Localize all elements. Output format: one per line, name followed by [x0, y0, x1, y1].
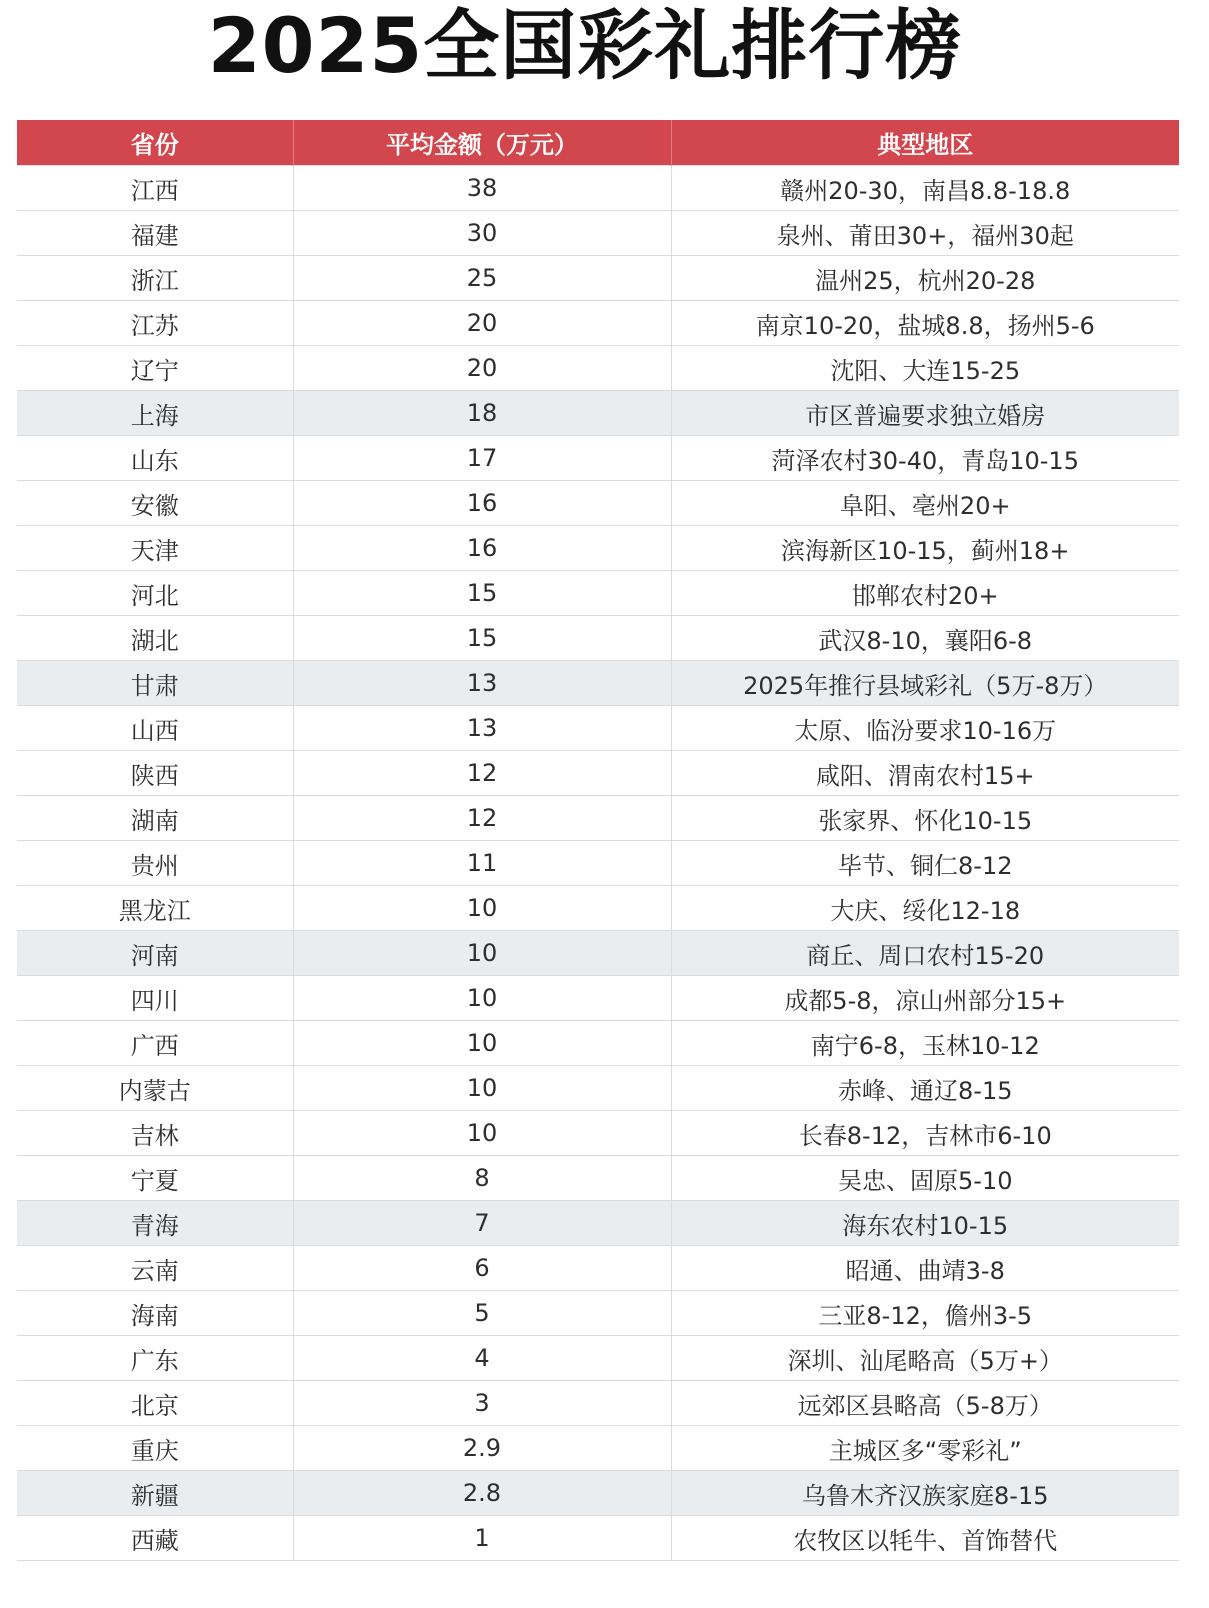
cell-amount: 10 [293, 1111, 671, 1156]
cell-province: 云南 [17, 1246, 293, 1291]
table-header [17, 120, 1179, 166]
page-title: 2025全国彩礼排行榜 [207, 1, 963, 90]
cell-province: 河南 [17, 931, 293, 976]
cell-regions: 市区普遍要求独立婚房 [671, 391, 1179, 436]
cell-amount: 5 [293, 1291, 671, 1336]
table-row [17, 796, 1179, 841]
cell-regions: 南京10-20，盐城8.8，扬州5-6 [671, 301, 1179, 346]
header-typical-regions: 典型地区 [671, 120, 1179, 166]
cell-regions: 太原、临汾要求10-16万 [671, 706, 1179, 751]
table-header-row [17, 120, 1179, 166]
cell-amount: 2.9 [293, 1426, 671, 1471]
table-row [17, 436, 1179, 481]
cell-amount: 13 [293, 706, 671, 751]
cell-regions: 赤峰、通辽8-15 [671, 1066, 1179, 1111]
cell-regions: 咸阳、渭南农村15+ [671, 751, 1179, 796]
cell-province: 贵州 [17, 841, 293, 886]
cell-amount: 12 [293, 796, 671, 841]
table-row [17, 256, 1179, 301]
table-row [17, 706, 1179, 751]
ranking-table [17, 120, 1179, 1561]
cell-regions: 沈阳、大连15-25 [671, 346, 1179, 391]
cell-regions: 主城区多“零彩礼” [671, 1426, 1179, 1471]
table-row [17, 1201, 1179, 1246]
table-row [17, 1291, 1179, 1336]
table-row [17, 1021, 1179, 1066]
cell-regions: 乌鲁木齐汉族家庭8-15 [671, 1471, 1179, 1516]
cell-regions: 商丘、周口农村15-20 [671, 931, 1179, 976]
cell-amount: 10 [293, 1066, 671, 1111]
table-row [17, 346, 1179, 391]
header-province: 省份 [17, 120, 293, 166]
cell-regions: 阜阳、亳州20+ [671, 481, 1179, 526]
table-row [17, 166, 1179, 211]
table-row [17, 1426, 1179, 1471]
table-row [17, 1516, 1179, 1561]
cell-province: 安徽 [17, 481, 293, 526]
cell-province: 北京 [17, 1381, 293, 1426]
cell-regions: 温州25，杭州20-28 [671, 256, 1179, 301]
cell-province: 上海 [17, 391, 293, 436]
table-row [17, 301, 1179, 346]
cell-province: 湖北 [17, 616, 293, 661]
cell-province: 陕西 [17, 751, 293, 796]
table-row [17, 931, 1179, 976]
table-row [17, 1246, 1179, 1291]
cell-regions: 成都5-8，凉山州部分15+ [671, 976, 1179, 1021]
cell-province: 山西 [17, 706, 293, 751]
table-row [17, 211, 1179, 256]
cell-regions: 2025年推行县域彩礼（5万-8万） [671, 661, 1179, 706]
cell-amount: 17 [293, 436, 671, 481]
cell-regions: 泉州、莆田30+，福州30起 [671, 211, 1179, 256]
cell-province: 西藏 [17, 1516, 293, 1561]
cell-province: 内蒙古 [17, 1066, 293, 1111]
table-row [17, 391, 1179, 436]
table-row [17, 481, 1179, 526]
cell-amount: 10 [293, 931, 671, 976]
cell-province: 山东 [17, 436, 293, 481]
cell-province: 宁夏 [17, 1156, 293, 1201]
cell-amount: 10 [293, 886, 671, 931]
cell-province: 福建 [17, 211, 293, 256]
cell-province: 四川 [17, 976, 293, 1021]
cell-amount: 16 [293, 526, 671, 571]
cell-amount: 15 [293, 616, 671, 661]
table-row [17, 571, 1179, 616]
cell-amount: 3 [293, 1381, 671, 1426]
cell-province: 吉林 [17, 1111, 293, 1156]
cell-province: 天津 [17, 526, 293, 571]
cell-regions: 三亚8-12，儋州3-5 [671, 1291, 1179, 1336]
table-row [17, 1156, 1179, 1201]
table-row [17, 1471, 1179, 1516]
cell-regions: 邯郸农村20+ [671, 571, 1179, 616]
cell-province: 广东 [17, 1336, 293, 1381]
ranking-table-container [17, 120, 1179, 1561]
cell-province: 甘肃 [17, 661, 293, 706]
cell-amount: 6 [293, 1246, 671, 1291]
cell-regions: 海东农村10-15 [671, 1201, 1179, 1246]
table-row [17, 661, 1179, 706]
cell-regions: 吴忠、固原5-10 [671, 1156, 1179, 1201]
cell-regions: 武汉8-10，襄阳6-8 [671, 616, 1179, 661]
cell-province: 浙江 [17, 256, 293, 301]
cell-amount: 15 [293, 571, 671, 616]
cell-amount: 4 [293, 1336, 671, 1381]
cell-regions: 深圳、汕尾略高（5万+） [671, 1336, 1179, 1381]
cell-province: 辽宁 [17, 346, 293, 391]
cell-province: 黑龙江 [17, 886, 293, 931]
cell-regions: 昭通、曲靖3-8 [671, 1246, 1179, 1291]
cell-regions: 农牧区以牦牛、首饰替代 [671, 1516, 1179, 1561]
cell-province: 河北 [17, 571, 293, 616]
table-row [17, 616, 1179, 661]
cell-amount: 1 [293, 1516, 671, 1561]
cell-amount: 25 [293, 256, 671, 301]
header-average-amount: 平均金额（万元） [293, 120, 671, 166]
cell-amount: 2.8 [293, 1471, 671, 1516]
cell-province: 新疆 [17, 1471, 293, 1516]
cell-regions: 南宁6-8，玉林10-12 [671, 1021, 1179, 1066]
cell-amount: 12 [293, 751, 671, 796]
cell-amount: 20 [293, 346, 671, 391]
cell-regions: 张家界、怀化10-15 [671, 796, 1179, 841]
table-row [17, 1111, 1179, 1156]
table-row [17, 526, 1179, 571]
table-row [17, 841, 1179, 886]
cell-regions: 毕节、铜仁8-12 [671, 841, 1179, 886]
cell-amount: 10 [293, 1021, 671, 1066]
table-row [17, 886, 1179, 931]
cell-regions: 菏泽农村30-40，青岛10-15 [671, 436, 1179, 481]
cell-amount: 13 [293, 661, 671, 706]
cell-province: 重庆 [17, 1426, 293, 1471]
cell-province: 湖南 [17, 796, 293, 841]
cell-province: 青海 [17, 1201, 293, 1246]
cell-amount: 8 [293, 1156, 671, 1201]
cell-regions: 远郊区县略高（5-8万） [671, 1381, 1179, 1426]
cell-amount: 30 [293, 211, 671, 256]
cell-amount: 10 [293, 976, 671, 1021]
cell-amount: 7 [293, 1201, 671, 1246]
cell-amount: 38 [293, 166, 671, 211]
cell-regions: 赣州20-30，南昌8.8-18.8 [671, 166, 1179, 211]
cell-amount: 20 [293, 301, 671, 346]
table-row [17, 1381, 1179, 1426]
cell-amount: 11 [293, 841, 671, 886]
table-row [17, 1336, 1179, 1381]
cell-province: 海南 [17, 1291, 293, 1336]
cell-province: 江苏 [17, 301, 293, 346]
cell-amount: 16 [293, 481, 671, 526]
cell-amount: 18 [293, 391, 671, 436]
cell-province: 广西 [17, 1021, 293, 1066]
cell-regions: 长春8-12，吉林市6-10 [671, 1111, 1179, 1156]
cell-regions: 大庆、绥化12-18 [671, 886, 1179, 931]
cell-regions: 滨海新区10-15，蓟州18+ [671, 526, 1179, 571]
cell-province: 江西 [17, 166, 293, 211]
table-body [17, 166, 1179, 1561]
table-row [17, 976, 1179, 1021]
table-row [17, 751, 1179, 796]
table-row [17, 1066, 1179, 1111]
